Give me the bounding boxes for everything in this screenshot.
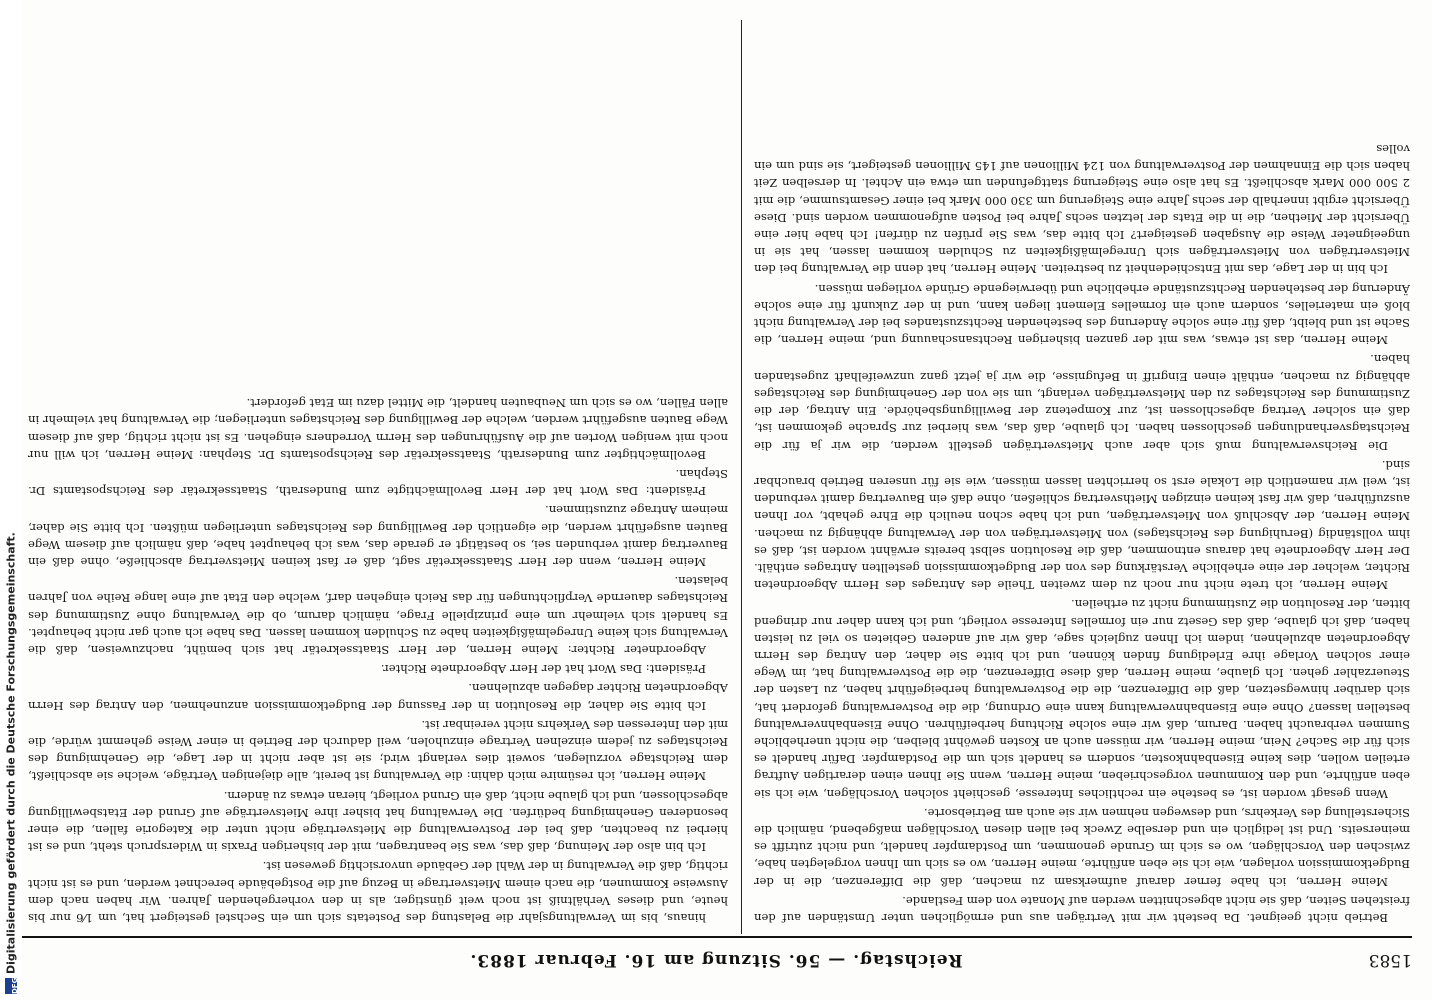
paragraph: Präsident: Das Wort hat der Herr Bevollmächtigte zum Bundesrath, Staatssekretär des Reichspostamts Dr. Stephan. <box>28 466 728 499</box>
right-column <box>28 18 728 926</box>
paragraph: Abgeordneter Richter: Meine Herren, der Herr Staatssekretär hat sich bemüht, nachzuweisen, daß die Verwaltung sich keine Unregelmäßigkeiten habe zu Schulden kommen lassen. Das habe ich auch gar nicht behauptet. Es handelt sich vielmehr um eine prinzipielle Frage, nämlich darum, ob die Verwaltung ohne Zustimmung des Reichstages dauernde Verpflichtungen für das Reich eingehen darf, welche den Etat auf eine lange Reihe von Jahren belasten. <box>28 574 728 657</box>
paragraph: Meine Herren, wenn der Herr Staatssekretär sagt, daß er fast keinen Mietsvertrag abschließe, ohne daß ein Bauvertrag damit verbunden sei, so bestätigt er gerade das, was ich behauptet habe, daß nämlich auf diesem Wege Bauten ausgeführt werden, die eigentlich der Bewilligung des Reichstages unterliegen müßten. Ich bitte Sie daher, meinem Antrage zuzustimmen. <box>28 503 728 569</box>
paragraph: Ich bitte Sie daher, die Resolution in der Fassung der Budgetkommission anzunehmen, den Antrag des Herrn Abgeordneten Richter dagegen abzulehnen. <box>28 681 728 713</box>
paragraph: Präsident: Das Wort hat der Herr Abgeordnete Richter. <box>380 662 706 677</box>
paragraph: Wenn gesagt worden ist, es bestehe ein rechtliches Interesse, geschieht solchen Vorschlägen, wie ich sie eben anführte, und den Kommunen vorgeschrieben, meine Herren, wenn Sie Ihnen einen derartigen Auftrag erteilen wollen, dies keine Eisenbahnkosten, sondern es handelt sich um die Postdampfer. Dafür handelt es sich für die Sache? Nein, meine Herren, wir müssen auch an Kosten gewöhnt bleiben, die nicht unerhebliche Summen verbraucht haben. Darum, daß wir eine solche Richtung herbeiführen. Ohne Eisenbahnverwaltung bestellen lassen? Ohne eine Eisenbahnverwaltung kann eine Ordnung, die die Postverwaltung gefordert hat, sich darüber hinwegsetzen, daß die Differenzen, die die Postverwaltung herbeigeführt haben, zu Lasten der Steuerzahler gehen. Ich glaube, meine Herren, daß diese Differenzen, die die Postverwaltung hat, im Wege einer solchen Vorlage ihre Erledigung finden können, und ich bitte Sie daher, den Antrag des Herrn Abgeordneten abzulehnen, indem ich Ihnen zugleich sage, daß wir auf anderen Gebieten so viel zu leisten haben, daß ich glaube, daß das Gesetz nur ein formelles Interesse vorliegt, und ich kann daher nur dringend bitten, der Resolution die Zustimmung nicht zu ertheilen. <box>754 597 1410 801</box>
paragraph: Bevollmächtigter zum Bundesrath, Staatssekretär des Reichspostamts Dr. Stephan: Meine Herren, ich will nur noch mit wenigen Worten auf die Ausführungen des Herrn Vorredners eingehen. Es ist nicht richtig, daß auf diesem Wege Bauten ausgeführt werden, welche der Bewilligung des Reichstages unterliegen; die Verwaltung hat vielmehr in allen Fällen, wo es sich um Neubauten handelt, die Mittel dazu im Etat gefordert. <box>28 396 728 462</box>
page-header <box>20 936 1412 970</box>
credit-text: Digitalisierung gefördert durch die Deutsche Forschungsgemeinschaft. <box>4 531 18 974</box>
paragraph: Ich bin also der Meinung, daß das, was Sie beantragen, mit der bisherigen Praxis in Widerspruch steht, und es ist hierbei zu beachten, daß bei der Postverwaltung die Mietsverträge nicht unter die Kategorie fallen, die einer besonderen Genehmigung bedürfen. Die Verwaltung hat bisher ihre Mietsverträge auf Grund der Etatsbewilligung abgeschlossen, und ich glaube nicht, daß ein Grund vorliegt, hieran etwas zu ändern. <box>28 788 728 855</box>
paragraph: Meine Herren, ich habe ferner darauf aufmerksam zu machen, daß die Differenzen, die in der Budgetkommission vorlagen, wie ich sie eben anführte, meine Herren, wo es sich um Ihnen vorgelegten habe, zwischen den Vorschlägen, wo es sich im Grunde genommen, um Postdampfer handelt, und nicht zutrifft es meinerseits. Und ist lediglich ein und derselbe Zweck bei allen diesen Vorschlägen maßgebend, nämlich die Sicherstellung des Verkehrs, und deswegen nehmen wir sie auch am Betriebsorte. <box>754 805 1410 889</box>
paragraph: Betrieb nicht geeignet. Da besteht wir mit Verträgen aus und ermöglichen unter Umständen auf den freistehen Seiten, daß sie nicht abgeschnitten werden auf Monate von dem Festlande. <box>754 893 1410 925</box>
paragraph: Die Reichsverwaltung muß sich aber auch Mietsverträgen gestellt werden, die wir ja für die Reichstagsverhandlungen geschlossen haben. Ich glaube, daß das, was hierbei zur Sprache gekommen ist, daß ein solcher Vertrag abgeschlossen ist, zur Kompetenz der Bewilligungsbehörde. Ein Antrag, der die Zustimmung des Reichstages zu den Mietsverträgen verlangt, um sie von der Genehmigung des Reichstages abhängig zu machen, enthält einen Eingriff in Befugnisse, die wir ja jetzt ganz unzweifelhaft zugestanden haben. <box>754 352 1410 453</box>
paragraph: hinaus, bis im Verwaltungsjahr die Belastung des Postetats sich um ein Sechstel gesteigert hat, um 1⁄6 nur bis heute, und dieses Verhältniß ist noch weit günstiger, als in den vorhergehenden Jahren. Wir haben nach dem Ausweise Kommunen, die nach einem Mietsvertrage in Bezug auf die Postgebäude berechnet werden, und es ist nicht richtig, daß die Verwaltung in der Wahl der Gebäude unvorsichtig gewesen ist. <box>28 859 728 925</box>
paragraph: Ich bin in der Lage, das mit Entschiedenheit zu bestreiten. Meine Herren, hat denn die Verwaltung bei den Mietsverträgen von Mietsverträgen sich Unregelmäßigkeiten zu Schulden kommen lassen, hat sie in ungeeigneter Weise die Ausgaben gesteigert? Ich bitte das, was Sie prüfen zu dürfen! Ich habe hier eine Übersicht der Miethen, die in die Etats der letzten sechs Jahre bei Posten aufgenommen worden sind. Diese Übersicht ergibt innerhalb der sechs Jahre eine Steigerung um 330 000 Mark bei einer Gesamtsumme, die mit 2 500 000 Mark abschließt. Es hat also eine Steigerung stattgefunden um etwa ein Achtel. In derselben Zeit haben sich die Einnahmen der Postverwaltung von 124 Millionen auf 145 Millionen gesteigert, sie sind um ein volles <box>754 142 1410 277</box>
left-column <box>754 18 1410 926</box>
running-title: Reichstag. — 56. Sitzung am 16. Februar 1883. <box>469 950 963 970</box>
header-rule <box>20 936 1412 938</box>
dfg-logo: DFG <box>5 978 17 994</box>
digitization-credit <box>2 531 20 994</box>
paragraph: Meine Herren, das ist etwas, was mit der ganzen bisherigen Rechtsanschauung und, meine Herren, die Sache ist und bleibt, daß für eine solche Änderung des bestehenden Rechtszustandes bei der Verwaltung nicht bloß ein materielles, sondern auch ein formelles Element liegen kann, und in der Zukunft für eine solche Änderung der bestehenden Rechtszustände erhebliche und überwiegende Gründe vorliegen müssen. <box>754 281 1410 348</box>
page-number: 1583 <box>1368 950 1412 970</box>
digitization-credit-strip <box>0 0 22 1000</box>
paragraph: Meine Herren, ich trete nicht nur noch zu dem zweiten Theile des Antrages des Herrn Abgeordneten Richter, welcher der eine erhebliche Verstärkung des von der Budgetkommission gestellten Antrages enthält. Der Herr Abgeordnete hat daraus entnommen, daß die Resolution selbst bereits erwähnt worden ist, daß es ihm vollständig (Beruhigung des Reichstages) von Mietsverträgen von der Verwaltung abhängig zu machen. Meine Herren, der Abschluß von Mietsverträgen, und ich habe schon neulich die Ehre gehabt, vor Ihnen auszuführen, daß wir fast keinen einzigen Miethsvertrag schließen, ohne daß ein Bauvertrag damit verbunden ist, weil wir namentlich die Lokale erst so herrichten lassen müssen, wie sie für unseren Betrieb brauchbar sind. <box>754 457 1410 593</box>
paragraph: Meine Herren, ich resümire mich dahin: die Verwaltung ist bereit, alle diejenigen Verträge, welche sie abschließt, dem Reichstage vorzulegen, soweit dies verlangt wird; sie ist aber nicht in der Lage, die Genehmigung des Reichstages zu jedem einzelnen Vertrage einzuholen, weil dadurch der Betrieb in einer Weise gehemmt würde, die mit den Interessen des Verkehrs nicht vereinbar ist. <box>28 717 728 784</box>
column-divider <box>741 20 742 934</box>
